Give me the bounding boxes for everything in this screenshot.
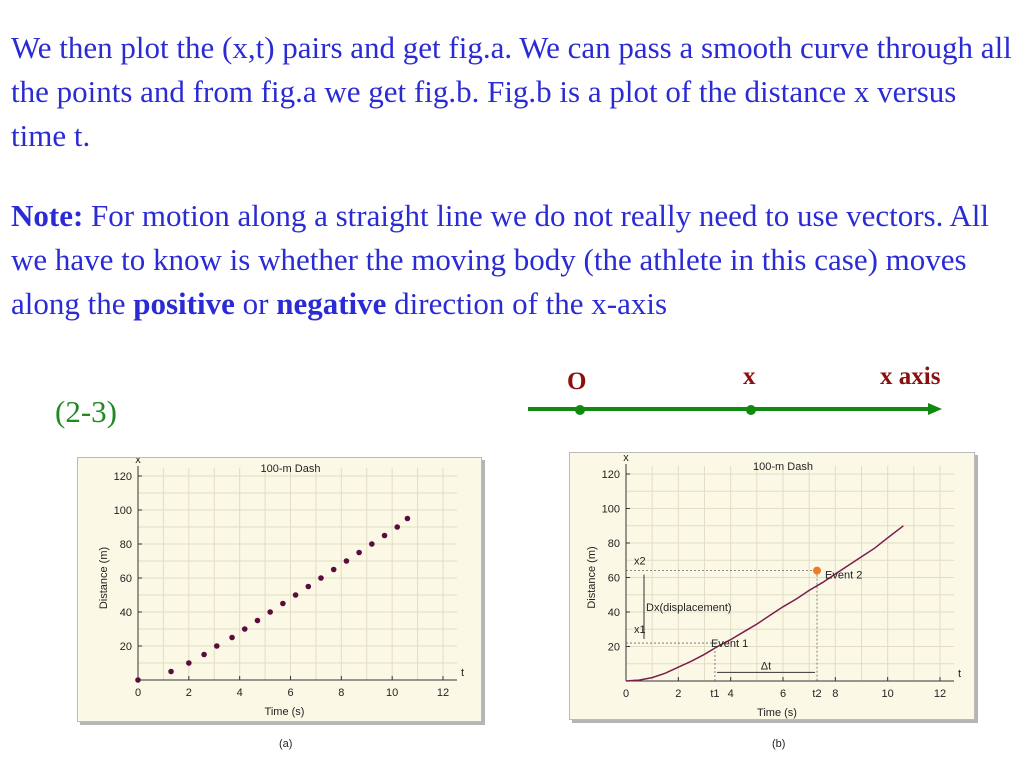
data-point (168, 669, 174, 675)
figure-a-caption: (a) (279, 738, 293, 750)
y-tick-label: 120 (113, 471, 132, 483)
y-tick-label: 40 (607, 607, 620, 619)
or-word: or (234, 286, 277, 321)
y-axis-title: Distance (m) (98, 546, 110, 610)
x-axis-title: Time (s) (264, 706, 305, 718)
point-x-dot (746, 405, 756, 415)
section-number: (2-3) (55, 394, 117, 429)
figure-b-chart (570, 453, 974, 719)
x-tick-label: 0 (622, 688, 630, 700)
data-point (229, 635, 235, 641)
data-point (242, 626, 248, 632)
data-point (394, 524, 400, 530)
x-tick-label: 10 (881, 688, 894, 700)
x-axis-label: x axis (880, 363, 941, 390)
data-point (214, 643, 220, 649)
x-axis-title: Time (s) (757, 707, 797, 719)
x-tick-label: 6 (287, 687, 294, 699)
data-point (267, 609, 273, 615)
origin-dot (575, 405, 585, 415)
t2-label: t2 (812, 688, 822, 700)
y-tick-label: 100 (113, 505, 132, 517)
negative-word: negative (276, 286, 387, 321)
data-point (405, 516, 411, 522)
y-tick-label: 40 (119, 607, 132, 619)
data-point (201, 652, 207, 658)
data-point (318, 575, 324, 581)
x-axis-diagram (520, 395, 950, 425)
y-tick-label: 60 (119, 573, 132, 585)
dx-label: Dx(displacement) (646, 601, 732, 614)
x-tick-label: 8 (832, 688, 839, 700)
y-axis-title: Distance (m) (586, 546, 598, 609)
x-tick-label: 4 (236, 687, 243, 699)
x-axis-arrowhead (928, 403, 942, 415)
x2-label: x2 (634, 555, 646, 568)
dt-label: Δt (760, 660, 772, 673)
note-paragraph (11, 194, 1016, 326)
figure-a-chart (78, 458, 481, 721)
y-axis-letter: x (135, 458, 141, 466)
axis-origin-label: O (567, 368, 587, 395)
data-point (186, 660, 192, 666)
data-point (344, 558, 350, 564)
x-tick-label: 2 (185, 687, 192, 699)
y-tick-label: 80 (119, 539, 132, 551)
data-point (255, 618, 261, 624)
positive-word: positive (133, 286, 235, 321)
figure-b (569, 452, 975, 720)
y-tick-label: 120 (601, 469, 620, 481)
data-point (369, 541, 375, 547)
data-point (356, 550, 362, 556)
chart-title: 100-m Dash (753, 461, 813, 473)
x-tick-label: 12 (436, 687, 450, 699)
x-tick-label: 10 (386, 687, 399, 699)
data-point (331, 567, 337, 573)
x-tick-label: 6 (779, 688, 787, 700)
figure-a (77, 457, 482, 722)
data-point (293, 592, 299, 598)
x-axis-letter: t (461, 667, 465, 679)
x-tick-label: 0 (134, 687, 142, 699)
figure-b-caption: (b) (772, 738, 786, 750)
data-point (382, 533, 388, 539)
chart-title: 100-m Dash (260, 463, 321, 475)
intro-paragraph: We then plot the (x,t) pairs and get fig.a. We can pass a smooth curve through all the points and from fig.a we get fig.b. Fig.b is a plot of the distance x versus time t. (11, 30, 1012, 153)
x-tick-label: 2 (675, 688, 682, 700)
x-tick-label: 4 (727, 688, 734, 700)
data-point (305, 584, 311, 590)
x1-label: x1 (634, 624, 646, 637)
note-label: Note: (11, 198, 84, 233)
note-text-1: For motion along a straight line we do not really need to use vectors. All we have to know is whether the moving body (the athlete in this case) moves along the (11, 198, 990, 321)
axis-point-label: x (743, 363, 756, 390)
data-point (280, 601, 286, 607)
event2-label: Event 2 (825, 569, 863, 582)
x-tick-label: 8 (338, 687, 345, 699)
y-tick-label: 20 (119, 641, 132, 653)
event1-label: Event 1 (710, 638, 749, 651)
x-tick-label: 12 (933, 688, 947, 700)
note-text-2: direction of the x-axis (386, 286, 668, 321)
t1-label: t1 (710, 688, 720, 700)
data-point (135, 677, 141, 683)
event2-marker (813, 567, 821, 575)
y-axis-letter: x (623, 453, 629, 464)
y-tick-label: 100 (601, 503, 620, 516)
y-tick-label: 60 (607, 572, 620, 585)
y-tick-label: 20 (607, 641, 620, 654)
y-tick-label: 80 (607, 538, 620, 550)
x-axis-letter: t (958, 668, 962, 680)
